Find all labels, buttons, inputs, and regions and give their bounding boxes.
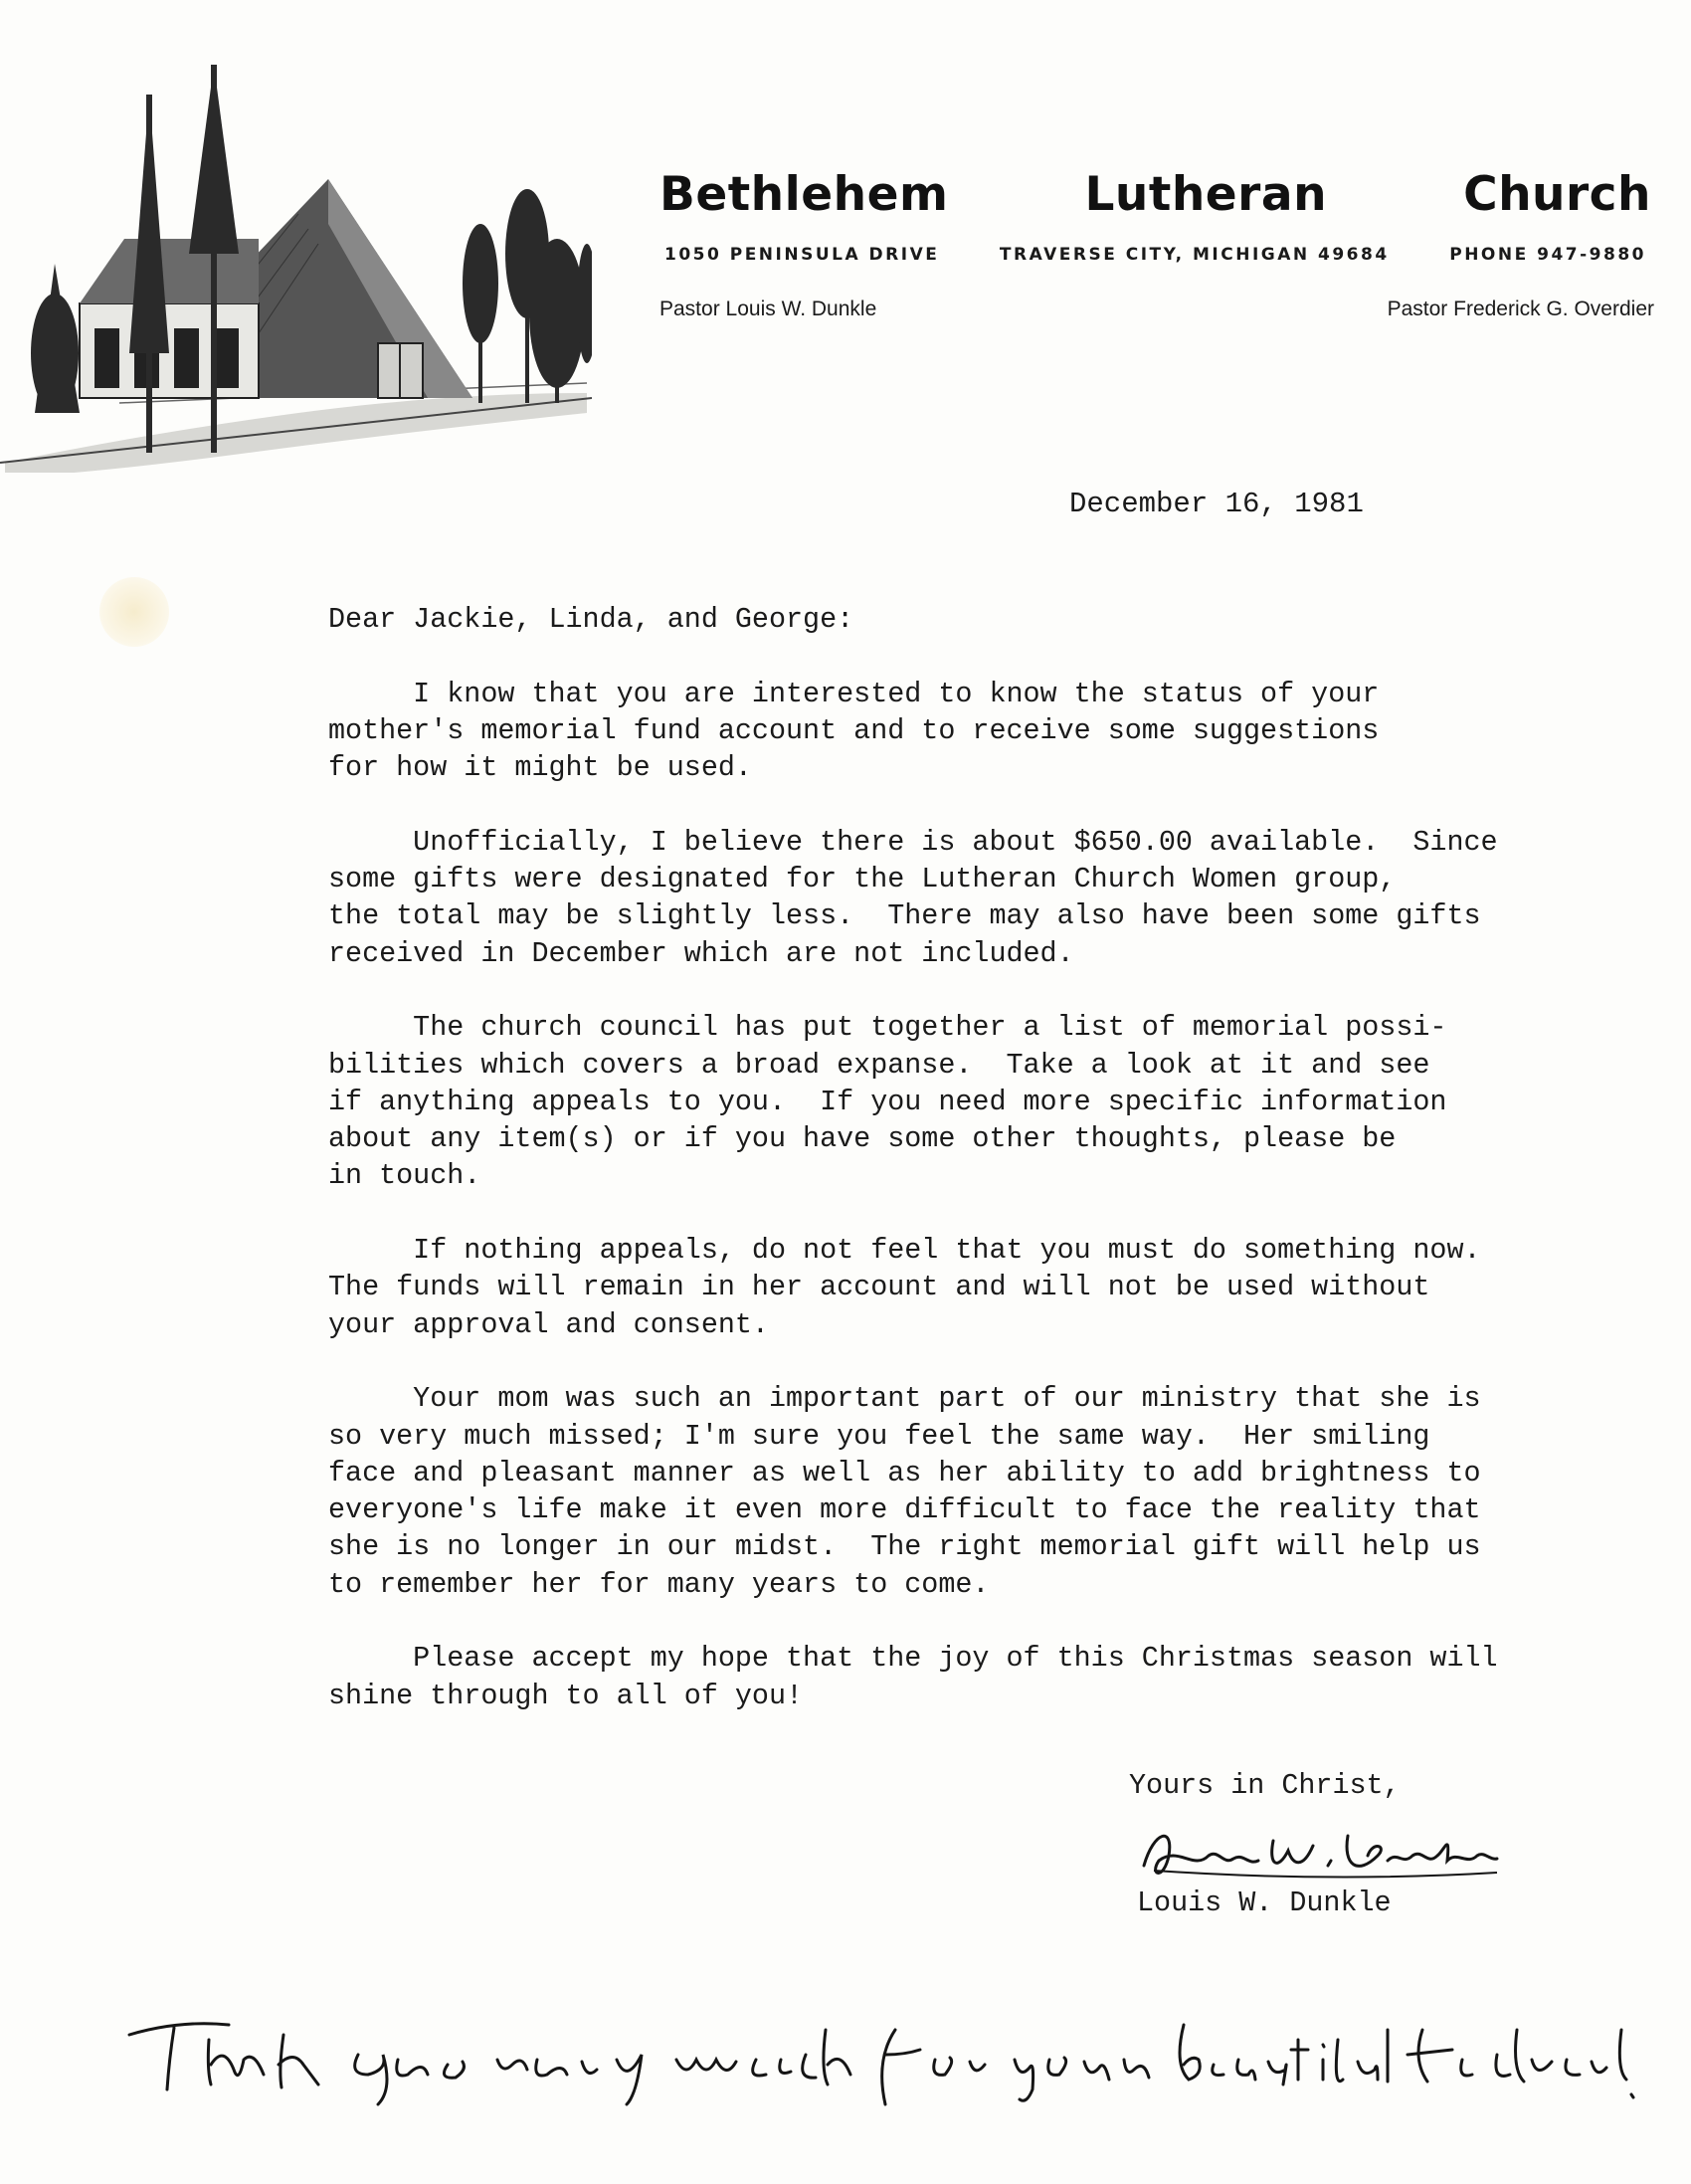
pastor-left: Pastor Louis W. Dunkle — [659, 298, 877, 320]
city-address: TRAVERSE CITY, MICHIGAN 49684 — [999, 245, 1390, 265]
paragraph: Please accept my hope that the joy of this Christmas season will shine through to all of you! — [328, 1642, 1498, 1712]
church-illustration — [0, 55, 592, 473]
paragraph: I know that you are interested to know the status of your mother's memorial fund account and to receive some suggestions for how it might be used. — [328, 677, 1380, 785]
signature — [1134, 1811, 1502, 1890]
street-address: 1050 PENINSULA DRIVE — [664, 245, 940, 265]
salutation: Dear Jackie, Linda, and George: — [328, 603, 854, 636]
paragraph: Unofficially, I believe there is about $650.00 available. Since some gifts were designated for the Lutheran Church Women group, the total may be slightly less. There may also have been some gifts received in December which are not included. — [328, 825, 1498, 970]
paragraph: The church council has put together a list of memorial possi- bilities which covers a broad expanse. Take a look at it and see if anything appeals to you. If you need more specific information about any item(s) or if you have some other thoughts, please be in touch. — [328, 1011, 1447, 1193]
paper-stain — [99, 577, 169, 647]
church-name-part: Lutheran — [1084, 167, 1328, 222]
paragraph: Your mom was such an important part of our ministry that she is so very much missed; I'm sure you feel the same way. Her smiling face and pleasant manner as well as her ability to add brightness to everyone's life make it even more difficult to face the reality that she is no longer in our midst. The right memorial gift will help us to remember her for many years to come. — [328, 1382, 1481, 1601]
pastor-right: Pastor Frederick G. Overdier — [1387, 298, 1654, 320]
church-name — [659, 167, 1651, 222]
paragraph: If nothing appeals, do not feel that you must do something now. The funds will remain in her account and will not be used without your approval and consent. — [328, 1234, 1481, 1341]
address-line — [664, 245, 1646, 265]
signer-name: Louis W. Dunkle — [1137, 1886, 1392, 1919]
letter-date: December 16, 1981 — [1069, 488, 1364, 520]
letter-body — [328, 601, 1498, 1751]
handwritten-note — [119, 2000, 1651, 2109]
church-name-part: Church — [1463, 167, 1651, 222]
phone-number: PHONE 947-9880 — [1449, 245, 1646, 265]
church-name-part: Bethlehem — [659, 167, 949, 222]
closing: Yours in Christ, — [1129, 1769, 1401, 1802]
